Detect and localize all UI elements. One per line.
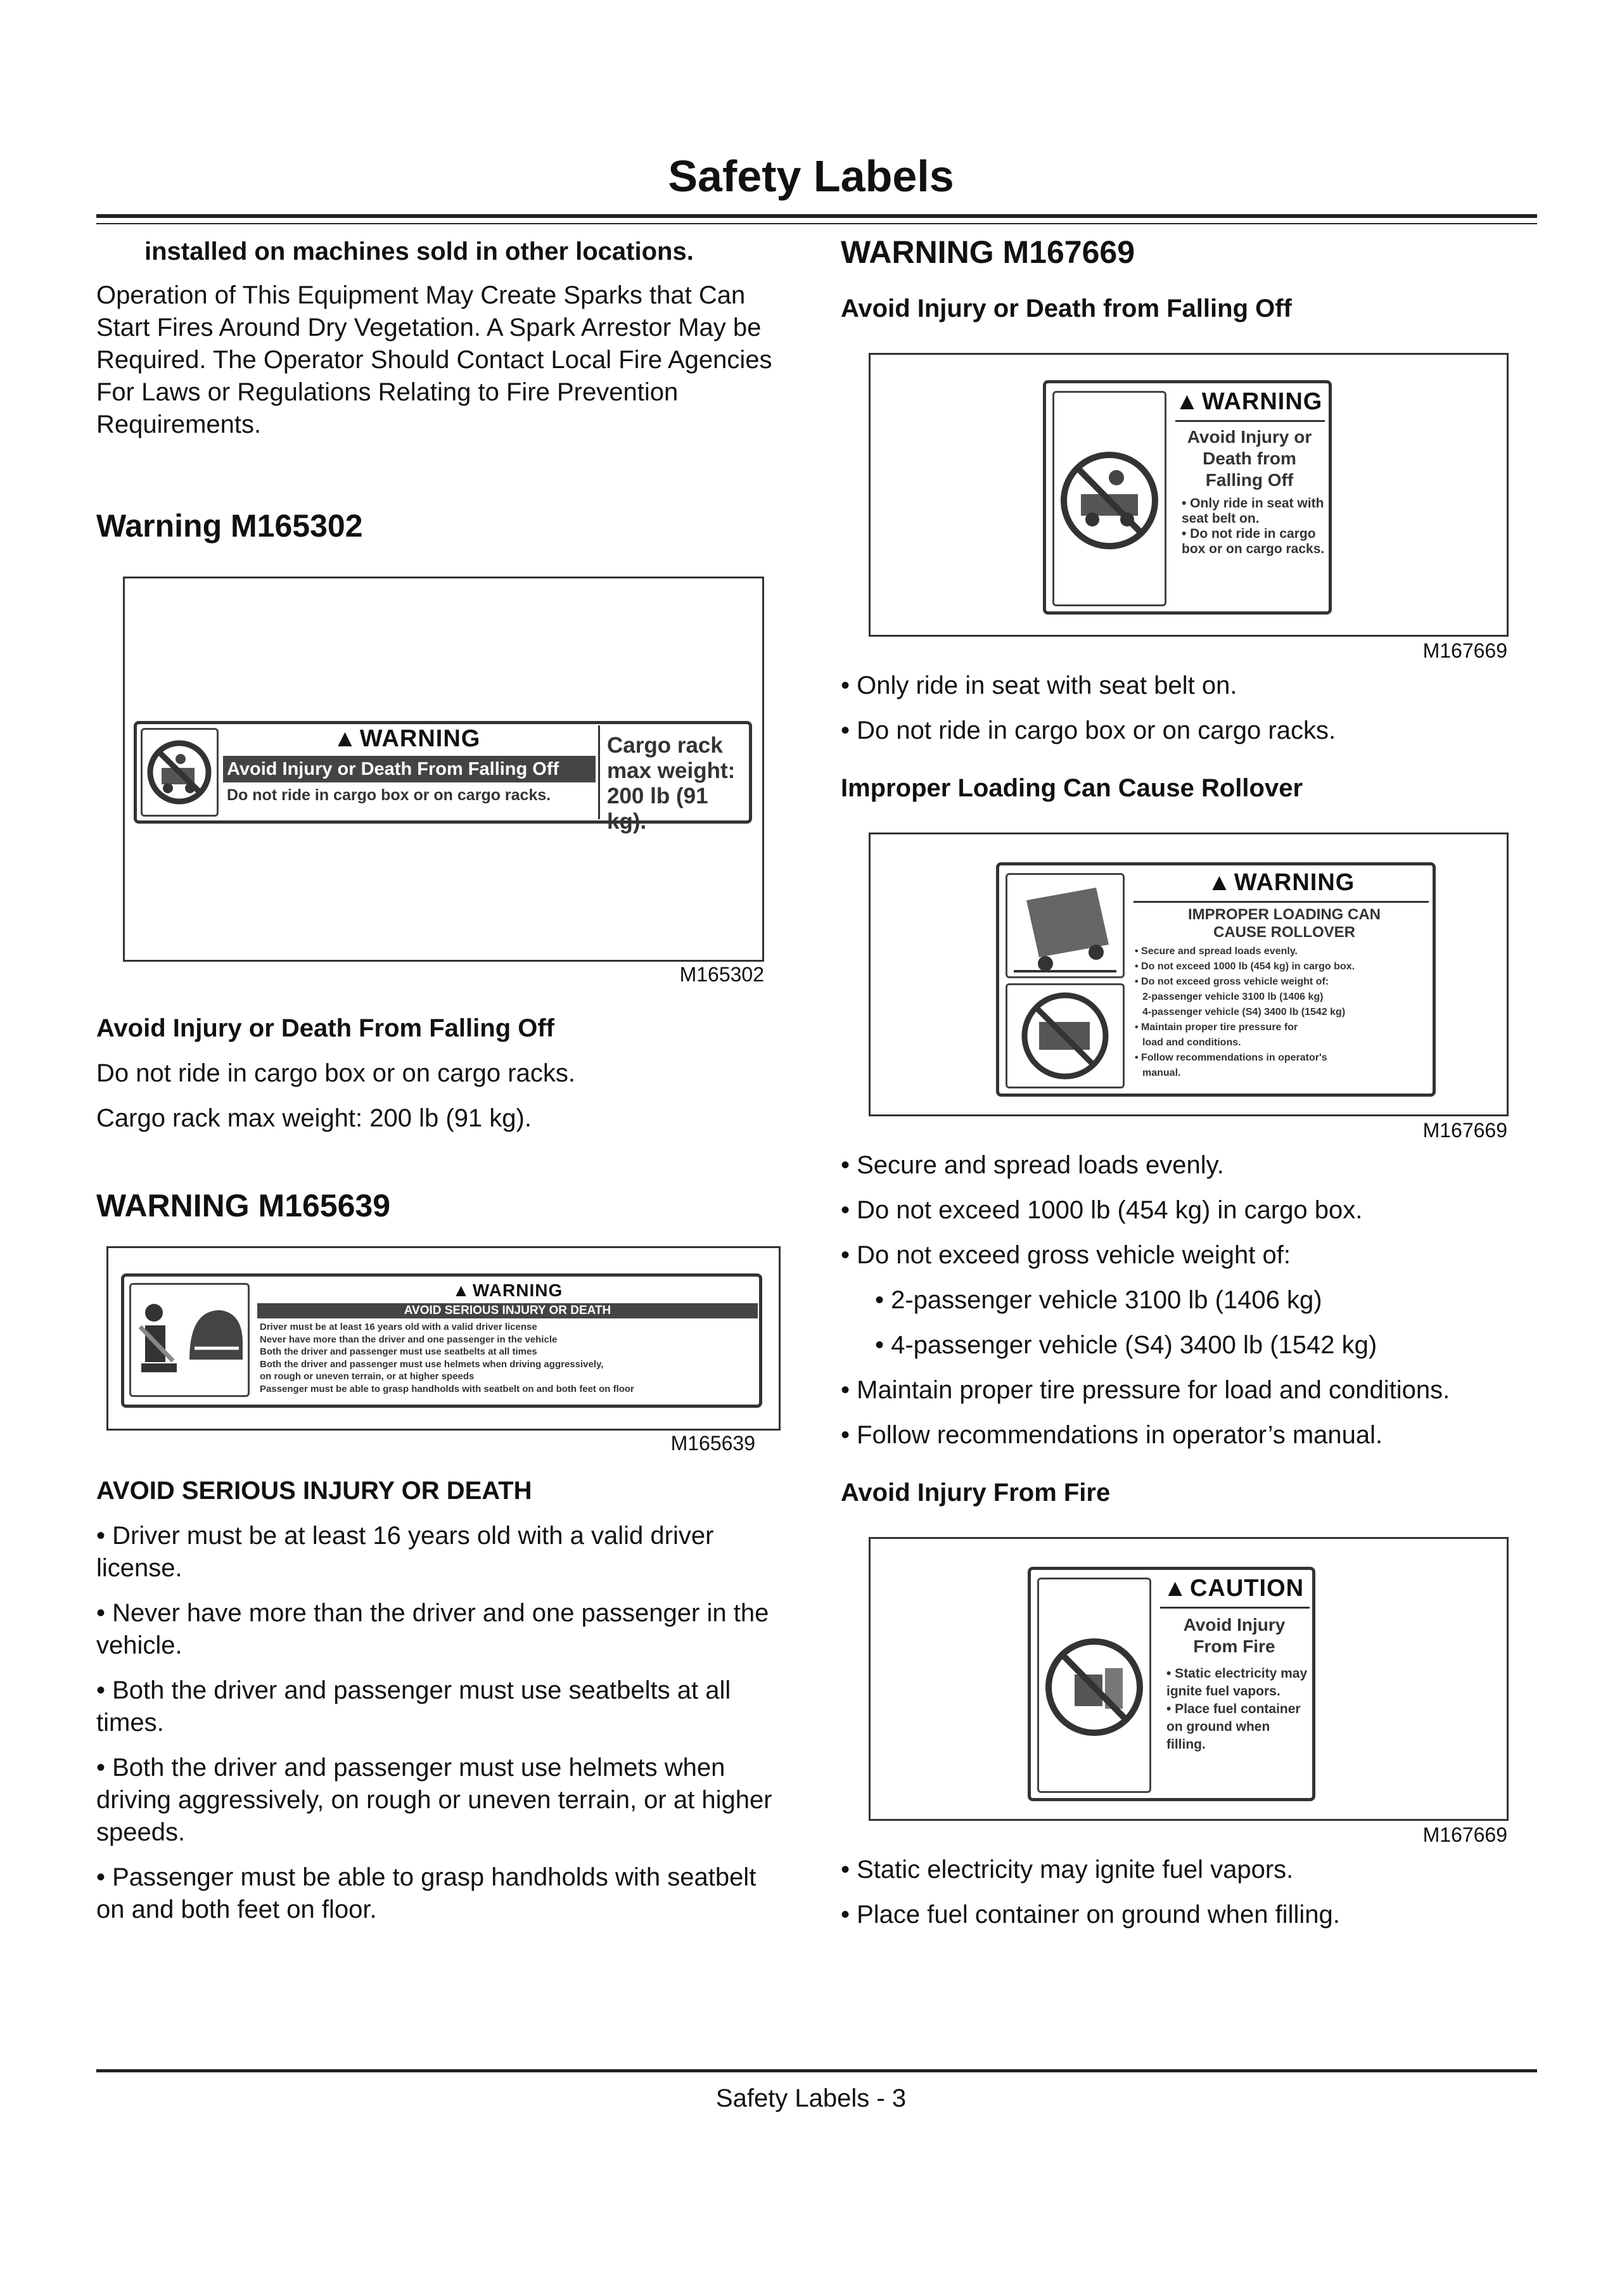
sign-fire-subtitle: Avoid Injury From Fire [1183, 1615, 1286, 1656]
figure-code-m167669-a: M167669 [1422, 639, 1507, 662]
rollover-bullet-4: • Maintain proper tire pressure for load and conditions. [841, 1376, 1450, 1404]
subheading-serious-injury: AVOID SERIOUS INJURY OR DEATH [96, 1477, 532, 1505]
rollover-bullet-2: • Do not exceed 1000 lb (454 kg) in cargo box. [841, 1196, 1363, 1224]
figure-m165302 [123, 577, 764, 962]
falling-bullet-1: • Only ride in seat with seat belt on. [841, 672, 1237, 699]
subheading-falling-off: Avoid Injury or Death From Falling Off [96, 1014, 554, 1042]
sign-divider [1160, 1607, 1310, 1609]
sign-fire-title-row [1158, 1575, 1310, 1602]
sign-m165302 [134, 721, 752, 834]
sign-fire-title: CAUTION [1189, 1575, 1305, 1602]
sign-rollover-title: WARNING [1234, 869, 1355, 896]
sign-line: • Place fuel container on ground when filling. [1166, 1702, 1301, 1752]
sign-line: • Do not exceed gross vehicle weight of: [1135, 976, 1329, 987]
sign-fire-list [1166, 1665, 1310, 1754]
sign-line: • Only ride in seat with seat belt on. [1182, 496, 1324, 526]
sign-m165302-subtitle: Avoid Injury or Death From Falling Off [223, 756, 596, 782]
sign-line: • Secure and spread loads evenly. [1135, 946, 1298, 957]
overload-pictogram [1006, 983, 1125, 1088]
right-column [841, 233, 1538, 1931]
sign-line: Driver must be at least 16 years old with a valid driver license [260, 1322, 537, 1332]
sign-m165639 [121, 1273, 762, 1408]
rollover-bullet-1: • Secure and spread loads evenly. [841, 1151, 1224, 1179]
figure-code-m165639: M165639 [670, 1432, 755, 1455]
figure-code-m167669-c: M167669 [1422, 1823, 1507, 1846]
sign-falling-off [1043, 380, 1332, 615]
serious-injury-bullet-3: • Both the driver and passenger must use seatbelts at all times. [96, 1676, 731, 1737]
sign-rollover [996, 862, 1436, 1097]
sign-line: on rough or uneven terrain, or at higher speeds [260, 1371, 475, 1382]
fuel-fire-pictogram [1037, 1578, 1151, 1793]
sign-divider [1175, 420, 1325, 422]
figure-code-m167669-b: M167669 [1422, 1119, 1507, 1142]
sign-line: 2-passenger vehicle 3100 lb (1406 kg) [1142, 992, 1324, 1002]
sign-line: Both the driver and passenger must use helmets when driving aggressively, [260, 1358, 604, 1370]
fire-bullet-2: • Place fuel container on ground when filling. [841, 1901, 1340, 1929]
sign-line: manual. [1142, 1068, 1181, 1078]
header-rule-thin [96, 223, 1537, 224]
sign-line: • Maintain proper tire pressure for [1135, 1022, 1298, 1033]
serious-injury-bullet-4: • Both the driver and passenger must use helmets when driving aggressively, on rough or uneven terrain, or at higher speeds. [96, 1754, 772, 1846]
sign-line: Passenger must be able to grasp handholds with seatbelt on and both feet on floor [260, 1383, 634, 1394]
intro-bold-line: installed on machines sold in other locations. [144, 238, 694, 265]
sign-m165302-bullet: Do not ride in cargo box or on cargo racks. [227, 786, 551, 804]
no-riding-pictogram [1052, 391, 1166, 606]
sign-m165639-list [260, 1321, 757, 1395]
subheading-rollover: Improper Loading Can Cause Rollover [841, 774, 1303, 802]
warning-triangle-icon: ▲ [1175, 388, 1199, 415]
sign-m165639-subtitle: AVOID SERIOUS INJURY OR DEATH [257, 1303, 758, 1318]
rollover-bullet-3: • Do not exceed gross vehicle weight of: [841, 1241, 1291, 1269]
serious-injury-bullet-1: • Driver must be at least 16 years old with a valid driver license. [96, 1522, 714, 1582]
figure-m167669-falling [869, 353, 1509, 637]
seatbelt-helmet-pictogram [129, 1283, 250, 1397]
page-footer: Safety Labels - 3 [715, 2084, 907, 2112]
sign-m165302-title-row [223, 725, 591, 756]
sign-falling-subtitle: Avoid Injury or Death from Falling Off [1187, 427, 1312, 490]
sign-line: • Static electricity may ignite fuel vapors. [1166, 1666, 1308, 1699]
sign-line: • Follow recommendations in operator's [1135, 1052, 1327, 1063]
heading-m165302: Warning M165302 [96, 508, 363, 544]
sign-line: Both the driver and passenger must use seatbelts at all times [260, 1346, 537, 1357]
rollover-sub-bullet-2: • 4-passenger vehicle (S4) 3400 lb (1542 kg) [875, 1331, 1377, 1359]
sign-rollover-list [1135, 944, 1433, 1081]
falling-bullet-2: • Do not ride in cargo box or on cargo racks. [841, 717, 1336, 744]
warning-triangle-icon: ▲ [333, 725, 357, 752]
sign-rollover-subtitle: IMPROPER LOADING CAN CAUSE ROLLOVER [1187, 906, 1381, 941]
subheading-falling-off-right: Avoid Injury or Death from Falling Off [841, 295, 1292, 322]
figure-code-m165302: M165302 [679, 963, 764, 986]
sign-line: Never have more than the driver and one passenger in the vehicle [260, 1334, 558, 1345]
figure-m165639 [106, 1246, 781, 1431]
sign-m165302-cargo-weight: Cargo rack max weight: 200 lb (91 kg). [607, 733, 736, 834]
sign-line: 4-passenger vehicle (S4) 3400 lb (1542 kg) [1142, 1007, 1346, 1017]
page-title: Safety Labels [668, 151, 954, 201]
warning-triangle-icon: ▲ [452, 1280, 470, 1300]
header-rule [96, 214, 1537, 218]
tipping-vehicle-pictogram [1006, 873, 1125, 978]
heading-m165639: WARNING M165639 [96, 1188, 391, 1223]
sign-rollover-title-row [1132, 869, 1430, 896]
caution-triangle-icon: ▲ [1163, 1575, 1187, 1602]
fire-bullet-1: • Static electricity may ignite fuel vapors. [841, 1856, 1294, 1884]
no-riding-pictogram [141, 728, 219, 817]
sign-divider [1133, 901, 1429, 903]
serious-injury-bullet-5: • Passenger must be able to grasp handholds with seatbelt on and both feet on floor. [96, 1863, 757, 1923]
sign-line: load and conditions. [1142, 1037, 1241, 1048]
sign-m165302-title: WARNING [359, 725, 481, 752]
sign-m165639-title-row [257, 1280, 758, 1301]
sign-line: • Do not exceed 1000 lb (454 kg) in cargo box. [1135, 961, 1355, 972]
sign-line: • Do not ride in cargo box or on cargo racks. [1182, 526, 1325, 556]
sign-falling-title-row [1173, 388, 1325, 416]
intro-paragraph: Operation of This Equipment May Create Sparks that Can Start Fires Around Dry Vegetation. A Spark Arrestor May be Required. The Operator Should Contact Local Fire Agencies For Laws or Regulations Relating to Fire Prevention Requirements. [96, 281, 772, 438]
sign-falling-list [1182, 496, 1325, 557]
sign-falling-title: WARNING [1201, 388, 1323, 415]
footer-rule [96, 2069, 1537, 2072]
sign-divider [598, 725, 600, 819]
falling-off-line-2: Cargo rack max weight: 200 lb (91 kg). [96, 1104, 532, 1132]
sign-fire [1028, 1567, 1315, 1801]
sign-m165639-title: WARNING [472, 1280, 563, 1300]
figure-m167669-rollover [869, 832, 1509, 1116]
serious-injury-bullet-2: • Never have more than the driver and one passenger in the vehicle. [96, 1599, 769, 1659]
heading-m167669: WARNING M167669 [841, 234, 1135, 270]
falling-off-line-1: Do not ride in cargo box or on cargo racks. [96, 1059, 575, 1087]
warning-triangle-icon: ▲ [1207, 869, 1232, 896]
subheading-fire: Avoid Injury From Fire [841, 1479, 1111, 1507]
rollover-sub-bullet-1: • 2-passenger vehicle 3100 lb (1406 kg) [875, 1286, 1322, 1314]
rollover-bullet-5: • Follow recommendations in operator’s manual. [841, 1421, 1383, 1449]
figure-m167669-fire [869, 1537, 1509, 1821]
left-column [96, 233, 787, 1926]
